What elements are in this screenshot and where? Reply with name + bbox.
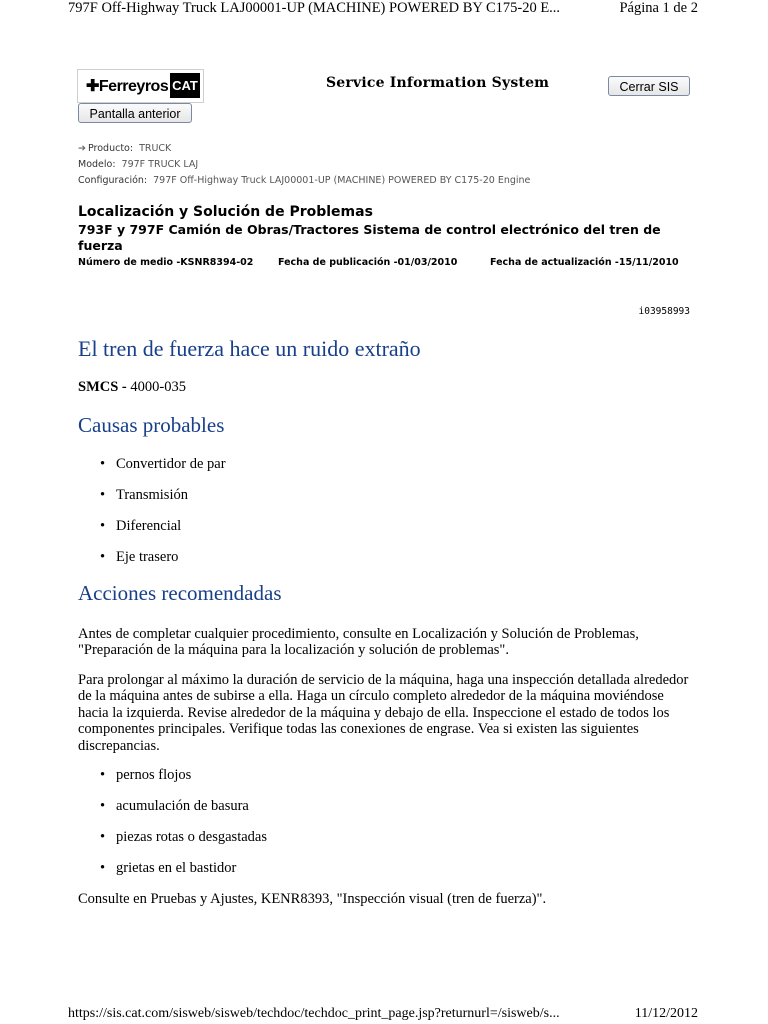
- document-subtitle: 793F y 797F Camión de Obras/Tractores Sistema de control electrónico del tren de fuerza: [78, 222, 661, 253]
- system-title: Service Information System: [326, 75, 550, 91]
- footer-url: https://sis.cat.com/sisweb/sisweb/techdoc/techdoc_print_page.jsp?returnurl=/sisweb/s...: [68, 1006, 560, 1021]
- configuration-row: Configuración: 797F Off-Highway Truck LAJ00001-UP (MACHINE) POWERED BY C175-20 Engine: [78, 175, 531, 186]
- list-item: • Convertidor de par: [100, 456, 226, 487]
- footer-date: 11/12/2012: [634, 1006, 698, 1021]
- product-row: ➔ Producto: TRUCK: [78, 143, 172, 154]
- topic-heading: El tren de fuerza hace un ruido extraño: [78, 336, 421, 361]
- causes-heading: Causas probables: [78, 413, 225, 437]
- paragraph-reference: Consulte en Pruebas y Ajustes, KENR8393, "Inspección visual (tren de fuerza)".: [78, 891, 547, 907]
- ferreyros-cat-logo: [77, 69, 204, 103]
- paragraph-inspection: Para prolongar al máximo la duración de servicio de la máquina, haga una inspección detallada alrededor de la máquina antes de subirse a ella. Haga un círculo completo alrededor de la máquina moviéndose hacia la izquierda. Revise alrededor de la máquina y debajo de ella. Inspeccione el estado de todos los componentes principales. Verifique todas las conexiones de engrase. Vea si existen las siguientes discrepancias.: [78, 672, 689, 754]
- document-id: i03958993: [638, 306, 690, 317]
- list-item: • pernos flojos: [100, 767, 267, 798]
- actions-heading: Acciones recomendadas: [78, 581, 282, 605]
- publication-date: Fecha de publicación -01/03/2010: [278, 257, 458, 268]
- list-item: • piezas rotas o desgastadas: [100, 829, 267, 860]
- back-button[interactable]: Pantalla anterior: [78, 103, 192, 123]
- document-title: Localización y Solución de Problemas: [78, 204, 373, 220]
- smcs-code: SMCS - 4000-035: [78, 379, 186, 395]
- model-value: 797F TRUCK LAJ: [121, 159, 199, 170]
- list-item: • grietas en el bastidor: [100, 860, 267, 891]
- model-row: Modelo: 797F TRUCK LAJ: [78, 159, 199, 170]
- paragraph-preparation: Antes de completar cualquier procedimiento, consulte en Localización y Solución de Problemas, "Preparación de la máquina para la localización y solución de problemas".: [78, 626, 639, 659]
- media-number: Número de medio -KSNR8394-02: [78, 257, 254, 268]
- product-value: TRUCK: [139, 143, 172, 154]
- print-header-page: Página 1 de 2: [619, 0, 698, 16]
- cat-logo-icon: CAT: [170, 73, 200, 98]
- causes-list: [100, 456, 226, 580]
- logo-ferreyros-text: ✚Ferreyros: [86, 78, 169, 95]
- print-header: [0, 0, 768, 20]
- list-item: • Transmisión: [100, 487, 226, 518]
- discrepancies-list: [100, 767, 267, 891]
- close-sis-button[interactable]: Cerrar SIS: [608, 76, 690, 96]
- arrow-icon: ➔: [78, 143, 86, 154]
- configuration-value: 797F Off-Highway Truck LAJ00001-UP (MACHINE) POWERED BY C175-20 Engine: [153, 175, 531, 186]
- print-header-title: 797F Off-Highway Truck LAJ00001-UP (MACHINE) POWERED BY C175-20 E...: [68, 0, 561, 16]
- update-date: Fecha de actualización -15/11/2010: [490, 257, 679, 268]
- list-item: • acumulación de basura: [100, 798, 267, 829]
- list-item: • Eje trasero: [100, 549, 226, 580]
- list-item: • Diferencial: [100, 518, 226, 549]
